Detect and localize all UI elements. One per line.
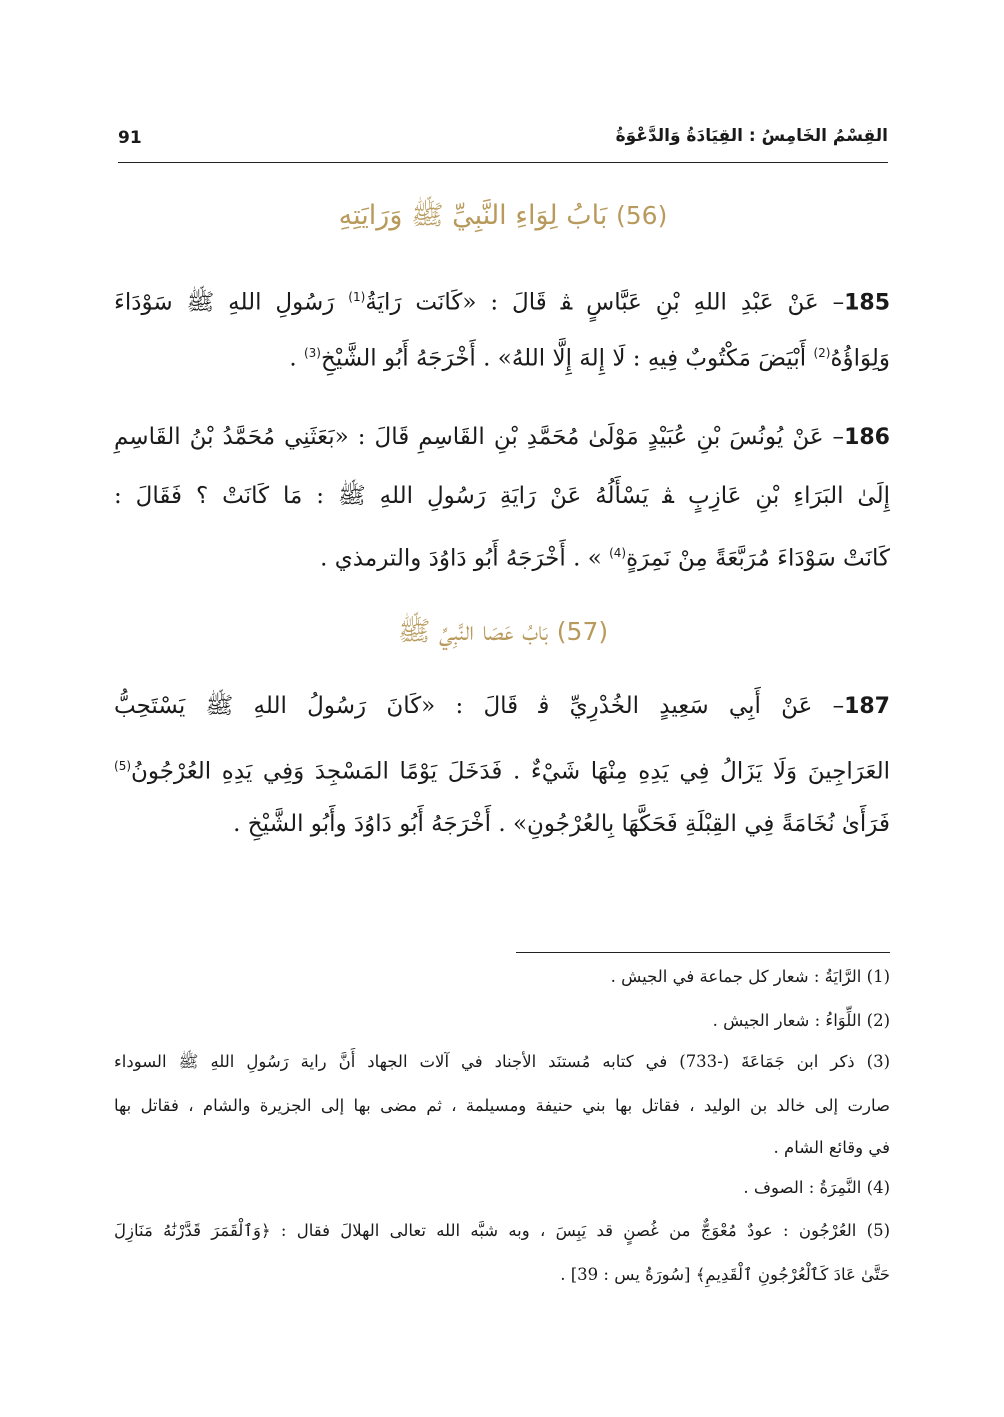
footnote-5-line-1: (5) العُرْجُون : عودٌ مُعْوَجٌّ من غُصنٍ قد يَبِسَ ، وبه شبَّه الله تعالى الهلالَ فقال : ﴿وَٱلْقَمَرَ قَدَّرْنَٰهُ مَنَازِلَ: [114, 1221, 890, 1240]
footnote-ref: (4): [609, 546, 627, 560]
footnote-3-line-1: (3) ذكر ابن جَمَاعَةَ (-733) في كتابه مُستنَد الأجناد في آلات الجهاد أَنَّ راية رَسُولِ اللهِ ﷺ السوداء: [114, 1052, 891, 1071]
hadith-number: 186: [844, 425, 890, 450]
footnote-4: (4) النَّمِرَةُ : الصوف .: [743, 1178, 890, 1197]
chapter-number: (57): [556, 617, 609, 646]
hadith-text: – عَنْ عَبْدِ اللهِ بْنِ عَبَّاسٍ ﭭ قَالَ : «كَانَت رَايَةُ: [365, 289, 845, 316]
hadith-text: .: [289, 345, 297, 372]
hadith-187-line-1: [114, 689, 890, 727]
hadith-text: إِلَىٰ البَرَاءِ بْنِ عَازِبٍ ﭭ يَسْأَلُهُ عَنْ رَايَةِ رَسُولِ اللهِ ﷺ : مَا كَانَتْ ؟ فَقَالَ :: [114, 483, 890, 509]
hadith-number: 185: [844, 290, 891, 316]
hadith-185-line-2: [114, 336, 890, 374]
page-number: 91: [118, 128, 142, 148]
chapter-number: (56): [615, 201, 668, 230]
hadith-text: – عَنْ يُونُسَ بْنِ عُبَيْدٍ مَوْلَىٰ مُحَمَّدِ بْنِ القَاسِمِ قَالَ : «بَعَثَنِي مُحَمَّدُ بْنُ القَاسِمِ: [114, 424, 845, 450]
footnote-1: (1) الرَّايَةُ : شعار كل جماعة في الجيش .: [610, 967, 890, 986]
running-title: القِسْمُ الخَامِسُ : القِيَادَةُ وَالدَّعْوَةُ: [615, 126, 888, 146]
hadith-text: أَبْيَضَ مَكْتُوبٌ فِيهِ : لَا إِلهَ إِلَّا اللهُ» . أَخْرَجَهُ أَبُو الشَّيْخِ: [320, 345, 807, 372]
hadith-number: 187: [844, 694, 890, 719]
hadith-186-line-2: [114, 479, 890, 517]
hadith-text: كَانَتْ سَوْدَاءَ مُرَبَّعَةً مِنْ نَمِرَةٍ: [626, 545, 890, 572]
hadith-text: » . أَخْرَجَهُ أَبُو دَاوُدَ والترمذي .: [320, 545, 602, 572]
footnote-2: (2) اللِّوَاءُ : شعار الجيش .: [712, 1011, 890, 1030]
chapter-title: بَابُ عَصَا النَّبِيِّ ﷺ: [397, 616, 549, 647]
footnote-separator: [516, 952, 890, 953]
hadith-text: العَرَاجِينَ وَلَا يَزَالُ فِي يَدِهِ مِنْهَا شَيْءٌ . فَدَخَلَ يَوْمًا المَسْجِدَ وَفِي يَدِهِ العُرْجُونُ: [131, 758, 890, 785]
footnote-3-line-2: صارت إلى خالد بن الوليد ، فقاتل بها بني حنيفة ومسيلمة ، ثم مضى بها إلى الجزيرة والشام ، فقاتل بها: [114, 1096, 890, 1115]
hadith-text: رَسُولِ اللهِ ﷺ سَوْدَاءَ: [114, 289, 335, 316]
chapter-heading-57: [118, 614, 888, 654]
footnote-ref: (3): [303, 346, 321, 360]
footnote-ref: (2): [813, 346, 831, 360]
page-header: [118, 122, 888, 163]
hadith-187-line-2: [114, 749, 890, 787]
hadith-text: وَلِوَاؤُهُ: [830, 345, 890, 372]
hadith-186-line-1: [114, 420, 890, 458]
hadith-185-line-1: [114, 280, 890, 318]
footnote-5-line-2: حَتَّىٰ عَادَ كَٱلْعُرْجُونِ ٱلْقَدِيمِ﴾ [سُورَةُ يس : 39] .: [560, 1265, 890, 1284]
chapter-title: بَابُ لِوَاءِ النَّبِيِّ ﷺ وَرَايَتِهِ: [338, 200, 608, 231]
footnote-ref: (5): [114, 759, 132, 773]
footnote-3-line-3: في وقائع الشام .: [773, 1138, 890, 1157]
chapter-heading-56: [118, 198, 888, 238]
hadith-186-line-3: [114, 536, 890, 574]
footnote-ref: (1): [348, 290, 366, 304]
hadith-text: – عَنْ أَبِي سَعِيدٍ الخُدْرِيِّ ﭬ قَالَ : «كَانَ رَسُولُ اللهِ ﷺ يَسْتَحِبُّ: [114, 693, 845, 719]
hadith-187-line-3: [114, 807, 890, 845]
hadith-text: فَرَأَىٰ نُخَامَةً فِي القِبْلَةِ فَحَكَّهَا بِالعُرْجُونِ» . أَخْرَجَهُ أَبُو دَاوُدَ وأَبُو الشَّيْخِ .: [233, 811, 890, 837]
